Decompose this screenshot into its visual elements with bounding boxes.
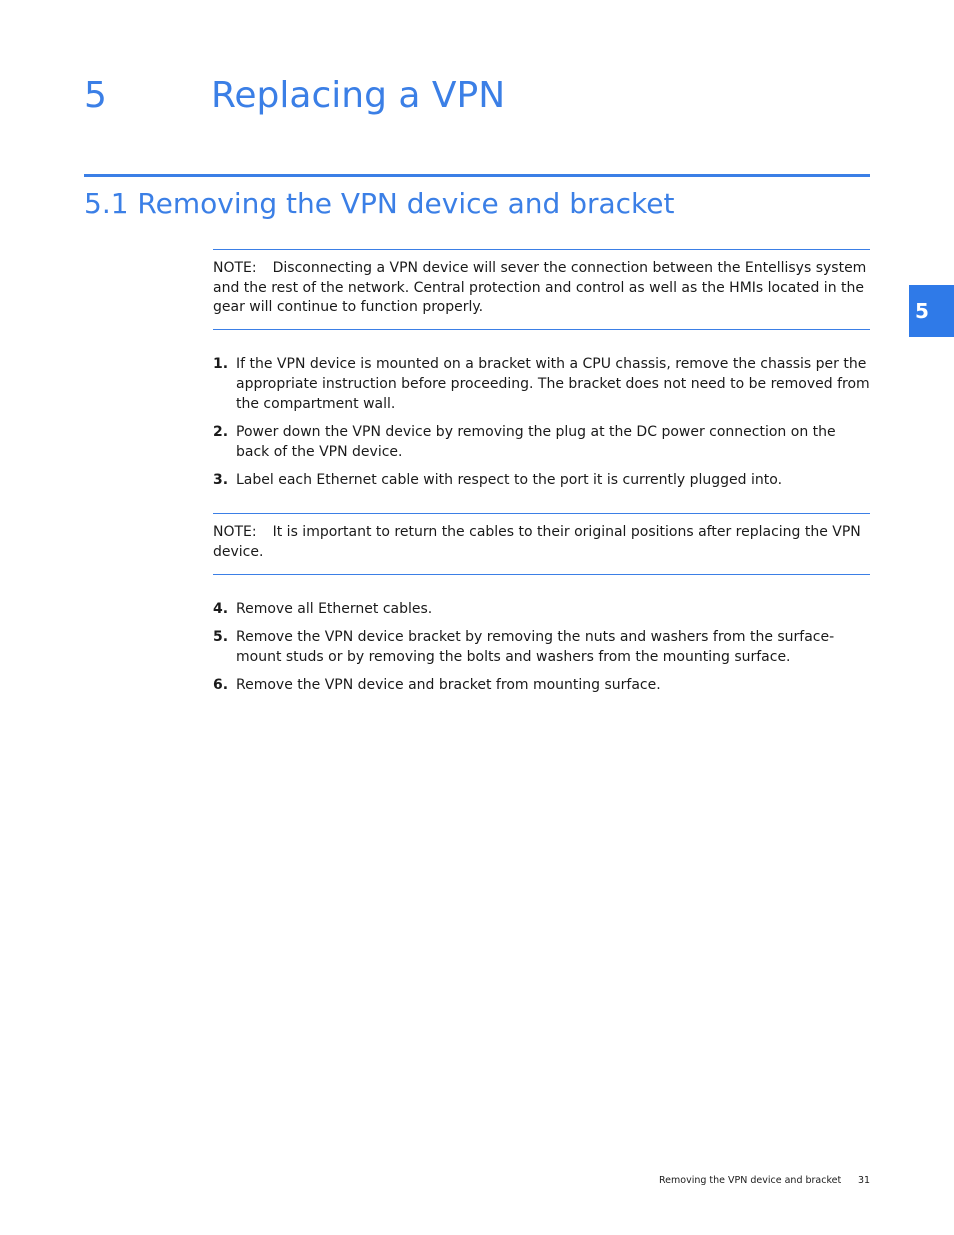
note-text xyxy=(213,259,870,318)
step-text: If the VPN device is mounted on a bracket with a CPU chassis, remove the chassis per the appropriate instruction before proceeding. The bracket does not need to be removed from the compartment wall. xyxy=(236,356,870,412)
step-text: Remove all Ethernet cables. xyxy=(236,601,433,617)
list-item xyxy=(213,422,870,462)
note-label: NOTE: xyxy=(213,260,257,276)
step-text: Label each Ethernet cable with respect to the port it is currently plugged into. xyxy=(236,472,783,488)
step-number: 2. xyxy=(213,424,229,440)
note-label: NOTE: xyxy=(213,524,257,540)
step-text: Remove the VPN device bracket by removing the nuts and washers from the surface-mount studs or by removing the bolts and washers from the mounting surface. xyxy=(236,629,835,665)
procedure-steps xyxy=(213,599,870,703)
list-item xyxy=(213,627,870,667)
procedure-steps xyxy=(213,354,870,498)
note-box xyxy=(213,513,870,575)
note-box xyxy=(213,249,870,330)
step-number: 4. xyxy=(213,601,229,617)
list-item xyxy=(213,675,870,695)
note-text xyxy=(213,523,870,562)
list-item xyxy=(213,599,870,619)
step-number: 1. xyxy=(213,356,229,372)
step-number: 6. xyxy=(213,677,229,693)
list-item xyxy=(213,470,870,490)
note-body: It is important to return the cables to their original positions after replacing the VPN device. xyxy=(213,524,861,560)
list-item xyxy=(213,354,870,414)
section-title: 5.1 Removing the VPN device and bracket xyxy=(84,187,675,220)
chapter-title: Replacing a VPN xyxy=(211,75,506,116)
step-number: 5. xyxy=(213,629,229,645)
footer-page-number: 31 xyxy=(858,1175,871,1186)
section-divider xyxy=(84,174,870,177)
step-text: Remove the VPN device and bracket from mounting surface. xyxy=(236,677,661,693)
step-number: 3. xyxy=(213,472,229,488)
chapter-number: 5 xyxy=(84,75,107,116)
footer-section-name: Removing the VPN device and bracket xyxy=(659,1175,842,1186)
chapter-side-tab: 5 xyxy=(909,285,954,337)
note-body: Disconnecting a VPN device will sever the connection between the Entellisys system and the rest of the network. Central protection and control as well as the HMIs located in the gear will continue to function properly. xyxy=(213,260,867,315)
step-text: Power down the VPN device by removing the plug at the DC power connection on the back of the VPN device. xyxy=(236,424,836,460)
